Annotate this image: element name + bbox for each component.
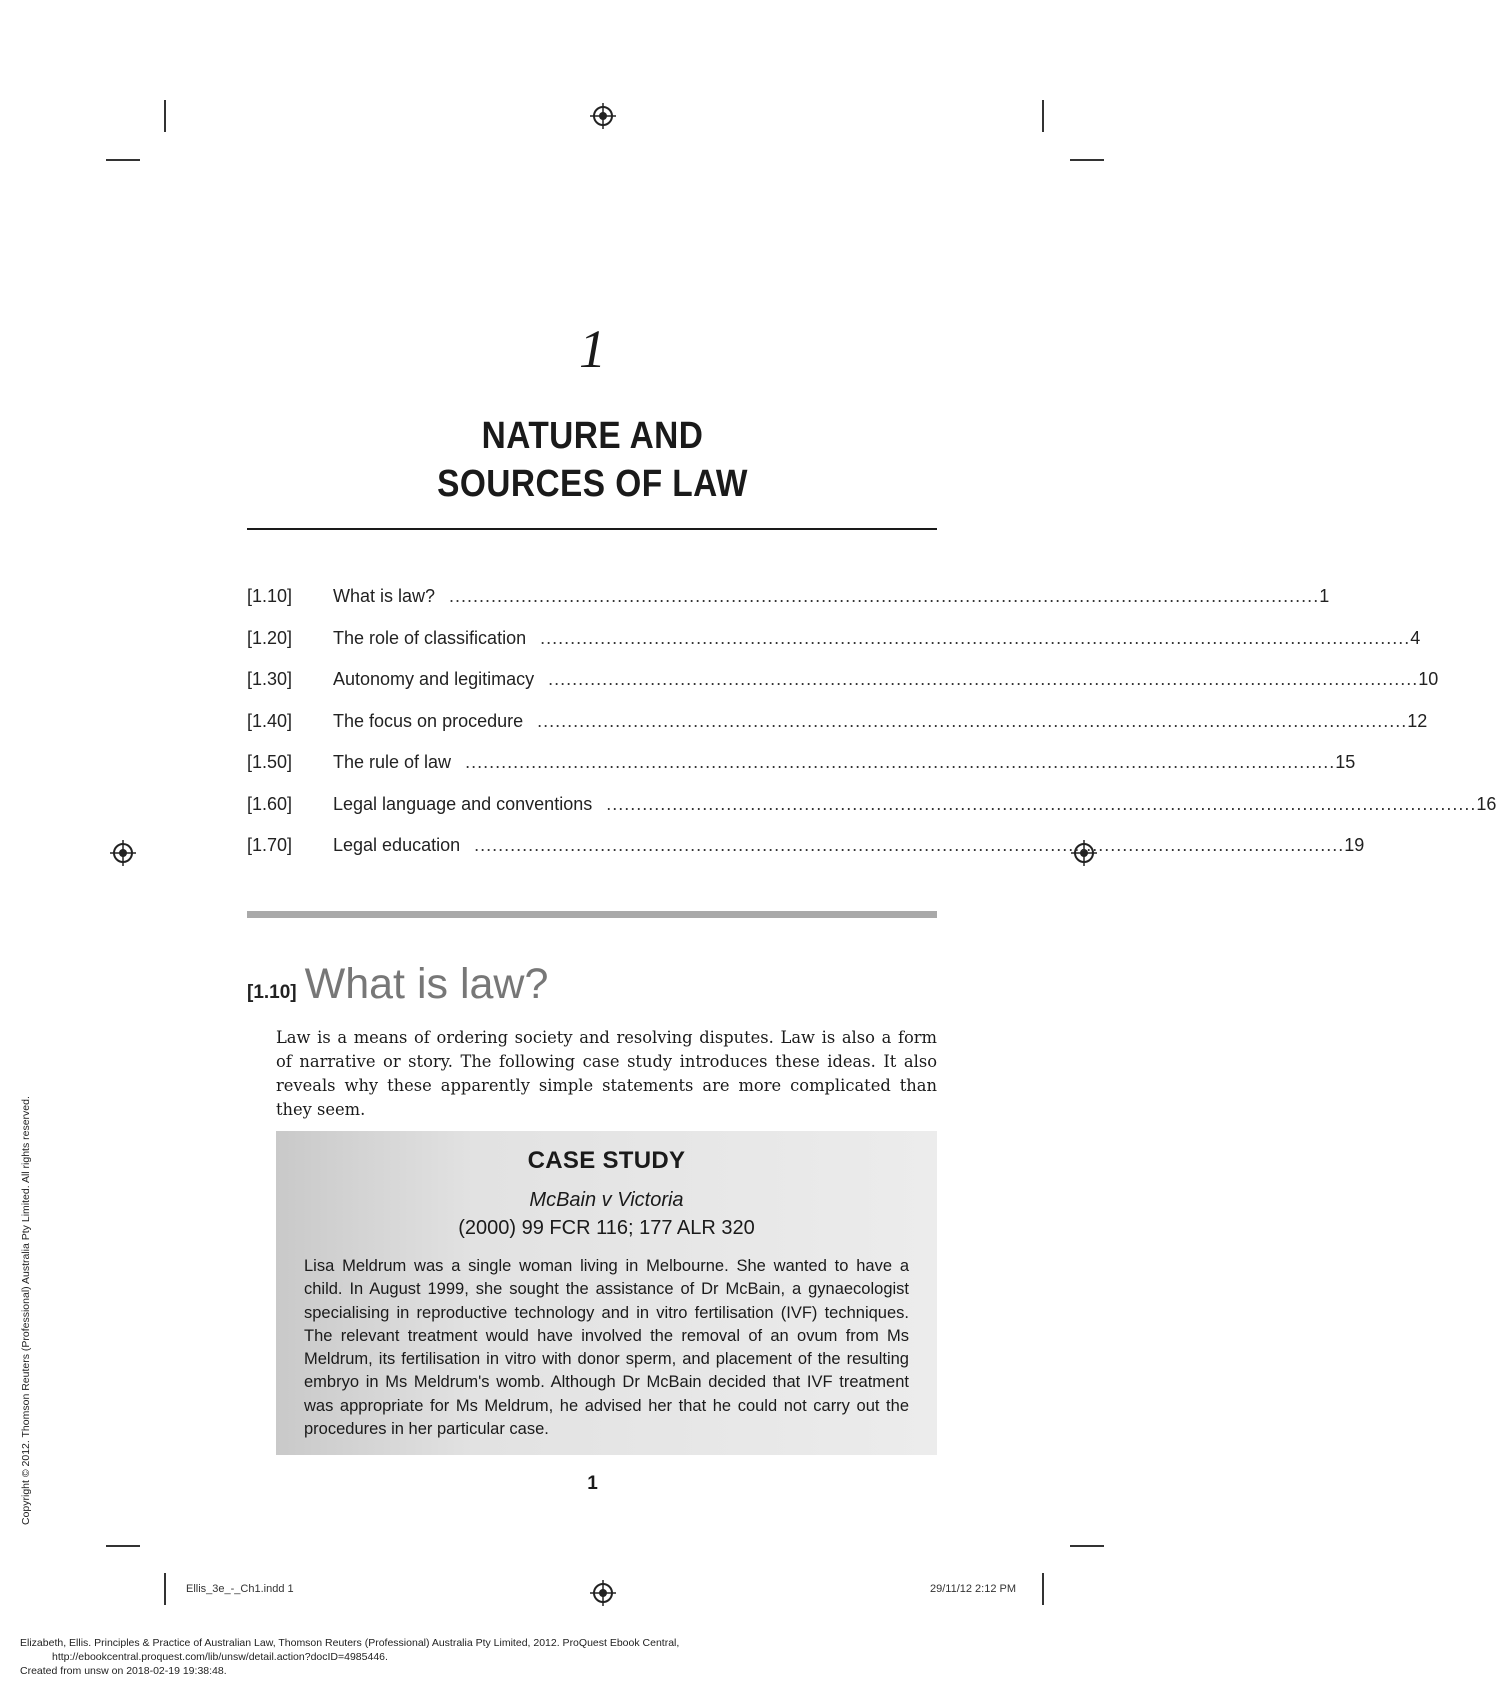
case-study-body: Lisa Meldrum was a single woman living in Melbourne. She wanted to have a child. In August 1999, she sought the assistance of Dr McBain, a gynaecologist specialising in reproductive technology and in vitro fertilisation (IVF) techniques. The relevant treatment would have involved the removal of an ovum from Ms Meldrum, its fertilisation in vitro with donor sperm, and placement of the resulting embryo in Ms Meldrum's womb. Although Dr McBain decided that IVF treatment was appropriate for Ms Meldrum, he advised her that he could not carry out the procedures in her particular case. bbox=[304, 1257, 909, 1439]
toc-entry-label: The focus on procedure bbox=[333, 710, 524, 731]
registration-mark-icon bbox=[590, 103, 616, 129]
toc-entry-number: [1.70] bbox=[247, 835, 293, 855]
toc-entry-number: [1.10] bbox=[247, 586, 293, 606]
footer-line: Elizabeth, Ellis. Principles & Practice of Australian Law, Thomson Reuters (Professional) Australia Pty Limited, 2012. ProQuest Ebook Central, bbox=[20, 1637, 680, 1649]
case-name: McBain v Victoria bbox=[529, 1189, 684, 1211]
print-slug-file: Ellis_3e_-_Ch1.indd 1 bbox=[186, 1583, 294, 1595]
toc-leader-dots: ................................................................................................................................................. bbox=[537, 710, 1408, 731]
chapter-title-line: NATURE AND bbox=[481, 415, 704, 457]
toc-leader-dots: ................................................................................................................................................. bbox=[465, 752, 1336, 772]
registration-mark-icon bbox=[590, 1580, 616, 1606]
crop-mark bbox=[1042, 100, 1044, 132]
toc-leader-dots: ................................................................................................................................................. bbox=[449, 586, 1320, 606]
crop-mark bbox=[106, 159, 140, 161]
toc-entry-label: What is law? bbox=[333, 586, 436, 606]
registration-mark-icon bbox=[110, 840, 136, 866]
toc-entry-label: Legal language and conventions bbox=[333, 793, 593, 814]
chapter-title-line: SOURCES OF LAW bbox=[437, 463, 748, 505]
toc-entry-page: 4 bbox=[1410, 627, 1421, 648]
crop-mark bbox=[106, 1545, 140, 1547]
section-heading bbox=[247, 960, 548, 1009]
toc-entry-label: The rule of law bbox=[333, 752, 452, 772]
intro-paragraph: Law is a means of ordering society and resolving disputes. Law is also a form of narrative or story. The following case study introduces these ideas. It also reveals why these apparently simple statements are more complicated than they seem. bbox=[276, 1028, 937, 1119]
toc-entry-number: [1.60] bbox=[247, 793, 293, 814]
case-study-heading: CASE STUDY bbox=[527, 1147, 686, 1174]
toc-leader-dots: ................................................................................................................................................. bbox=[606, 793, 1477, 814]
toc-entry-page: 19 bbox=[1344, 835, 1365, 855]
section-title: What is law? bbox=[304, 960, 549, 1008]
citation-footer bbox=[20, 1636, 679, 1678]
page-number: 1 bbox=[587, 1473, 598, 1494]
copyright-notice: Copyright © 2012. Thomson Reuters (Professional) Australia Pty Limited. All rights reserved. bbox=[20, 1096, 32, 1525]
crop-mark bbox=[1070, 159, 1104, 161]
toc-entry[interactable] bbox=[247, 669, 1439, 711]
toc-entry-label: Legal education bbox=[333, 835, 461, 855]
toc-entry-page: 1 bbox=[1319, 586, 1330, 606]
case-study-box bbox=[276, 1131, 937, 1455]
toc-entry-label: Autonomy and legitimacy bbox=[333, 669, 535, 689]
toc-entry-page: 12 bbox=[1407, 710, 1428, 731]
divider bbox=[247, 528, 937, 530]
toc-leader-dots: ................................................................................................................................................. bbox=[474, 835, 1345, 855]
crop-mark bbox=[164, 1573, 166, 1605]
toc-entry[interactable] bbox=[247, 710, 1428, 753]
toc-leader-dots: ................................................................................................................................................. bbox=[540, 627, 1411, 648]
toc-entry-page: 10 bbox=[1418, 669, 1439, 689]
divider bbox=[247, 911, 937, 918]
toc-entry[interactable] bbox=[247, 752, 1356, 794]
toc-entry-number: [1.50] bbox=[247, 752, 293, 772]
crop-mark bbox=[1070, 1545, 1104, 1547]
toc-entry[interactable] bbox=[247, 835, 1365, 877]
footer-line: Created from unsw on 2018-02-19 19:38:48. bbox=[20, 1665, 227, 1677]
toc-entry[interactable] bbox=[247, 586, 1330, 628]
chapter-number: 1 bbox=[579, 319, 606, 379]
toc-entry-page: 16 bbox=[1476, 793, 1496, 814]
toc-entry[interactable] bbox=[247, 793, 1496, 836]
chapter-title bbox=[71, 412, 1114, 508]
toc-entry-number: [1.40] bbox=[247, 710, 293, 731]
toc-entry-page: 15 bbox=[1335, 752, 1356, 772]
toc-entry-label: The role of classification bbox=[333, 627, 527, 648]
crop-mark bbox=[164, 100, 166, 132]
toc-entry[interactable] bbox=[247, 627, 1421, 670]
crop-mark bbox=[1042, 1573, 1044, 1605]
print-slug-date: 29/11/12 2:12 PM bbox=[930, 1583, 1017, 1595]
footer-url[interactable]: http://ebookcentral.proquest.com/lib/unsw/detail.action?docID=4985446. bbox=[52, 1651, 388, 1663]
toc-leader-dots: ................................................................................................................................................. bbox=[548, 669, 1419, 689]
toc-entry-number: [1.20] bbox=[247, 627, 293, 648]
section-number: [1.10] bbox=[247, 982, 297, 1003]
toc-entry-number: [1.30] bbox=[247, 669, 293, 689]
case-citation: (2000) 99 FCR 116; 177 ALR 320 bbox=[458, 1217, 755, 1239]
table-of-contents bbox=[247, 586, 1496, 877]
